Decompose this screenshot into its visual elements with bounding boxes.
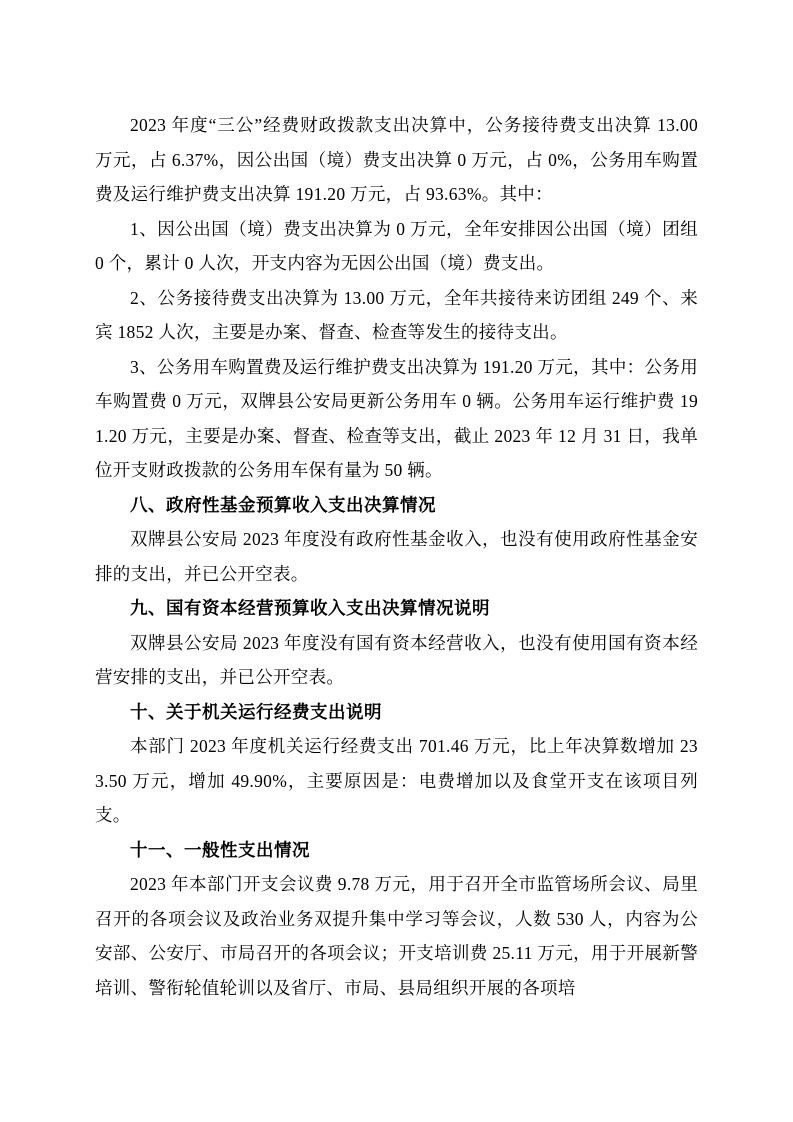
paragraph-state-capital: 双牌县公安局 2023 年度没有国有资本经营收入，也没有使用国有资本经营安排的支出，并已公开空表。	[95, 632, 698, 687]
paragraph-operating-expense: 本部门 2023 年度机关运行经费支出 701.46 万元，比上年决算数增加 233.50 万元，增加 49.90%，主要原因是：电费增加以及食堂开支在该项目列支。	[95, 736, 698, 825]
paragraph-gov-fund: 双牌县公安局 2023 年度没有政府性基金收入，也没有使用政府性基金安排的支出，并已公开空表。	[95, 529, 698, 584]
paragraph-abroad-expense: 1、因公出国（境）费支出决算为 0 万元，全年安排因公出国（境）团组 0 个，累计 0 人次，开支内容为无因公出国（境）费支出。	[95, 218, 698, 273]
section-heading-9: 九、国有资本经营预算收入支出决算情况说明	[130, 598, 490, 618]
paragraph-reception-expense: 2、公务接待费支出决算为 13.00 万元，全年共接待来访团组 249 个、来宾 1852 人次，主要是办案、督查、检查等发生的接待支出。	[95, 287, 698, 342]
paragraph-sangong-summary: 2023 年度“三公”经费财政拨款支出决算中，公务接待费支出决算 13.00 万元，占 6.37%，因公出国（境）费支出决算 0 万元，占 0%，公务用车购置费及运行维护费支出决算 191.20 万元，占 93.63%。其中：	[95, 115, 698, 204]
paragraph-vehicle-expense: 3、公务用车购置费及运行维护费支出决算为 191.20 万元，其中：公务用车购置费 0 万元，双牌县公安局更新公务用车 0 辆。公务用车运行维护费 191.20 万元，主要是办案、督查、检查等支出，截止 2023 年 12 月 31 日，我单位开支财政拨款的公务用车保有量为 50 辆。	[95, 356, 698, 480]
paragraph-general-expense: 2023 年本部门开支会议费 9.78 万元，用于召开全市监管场所会议、局里召开的各项会议及政治业务双提升集中学习等会议，人数 530 人，内容为公安部、公安厅、市局召开的各项会议；开支培训费 25.11 万元，用于开展新警培训、警衔轮值轮训以及省厅、市局、县局组织开展的各项培	[95, 874, 698, 998]
section-heading-8: 八、政府性基金预算收入支出决算情况	[130, 494, 436, 515]
section-heading-10: 十、关于机关运行经费支出说明	[130, 701, 382, 722]
section-heading-11: 十一、一般性支出情况	[130, 839, 310, 860]
